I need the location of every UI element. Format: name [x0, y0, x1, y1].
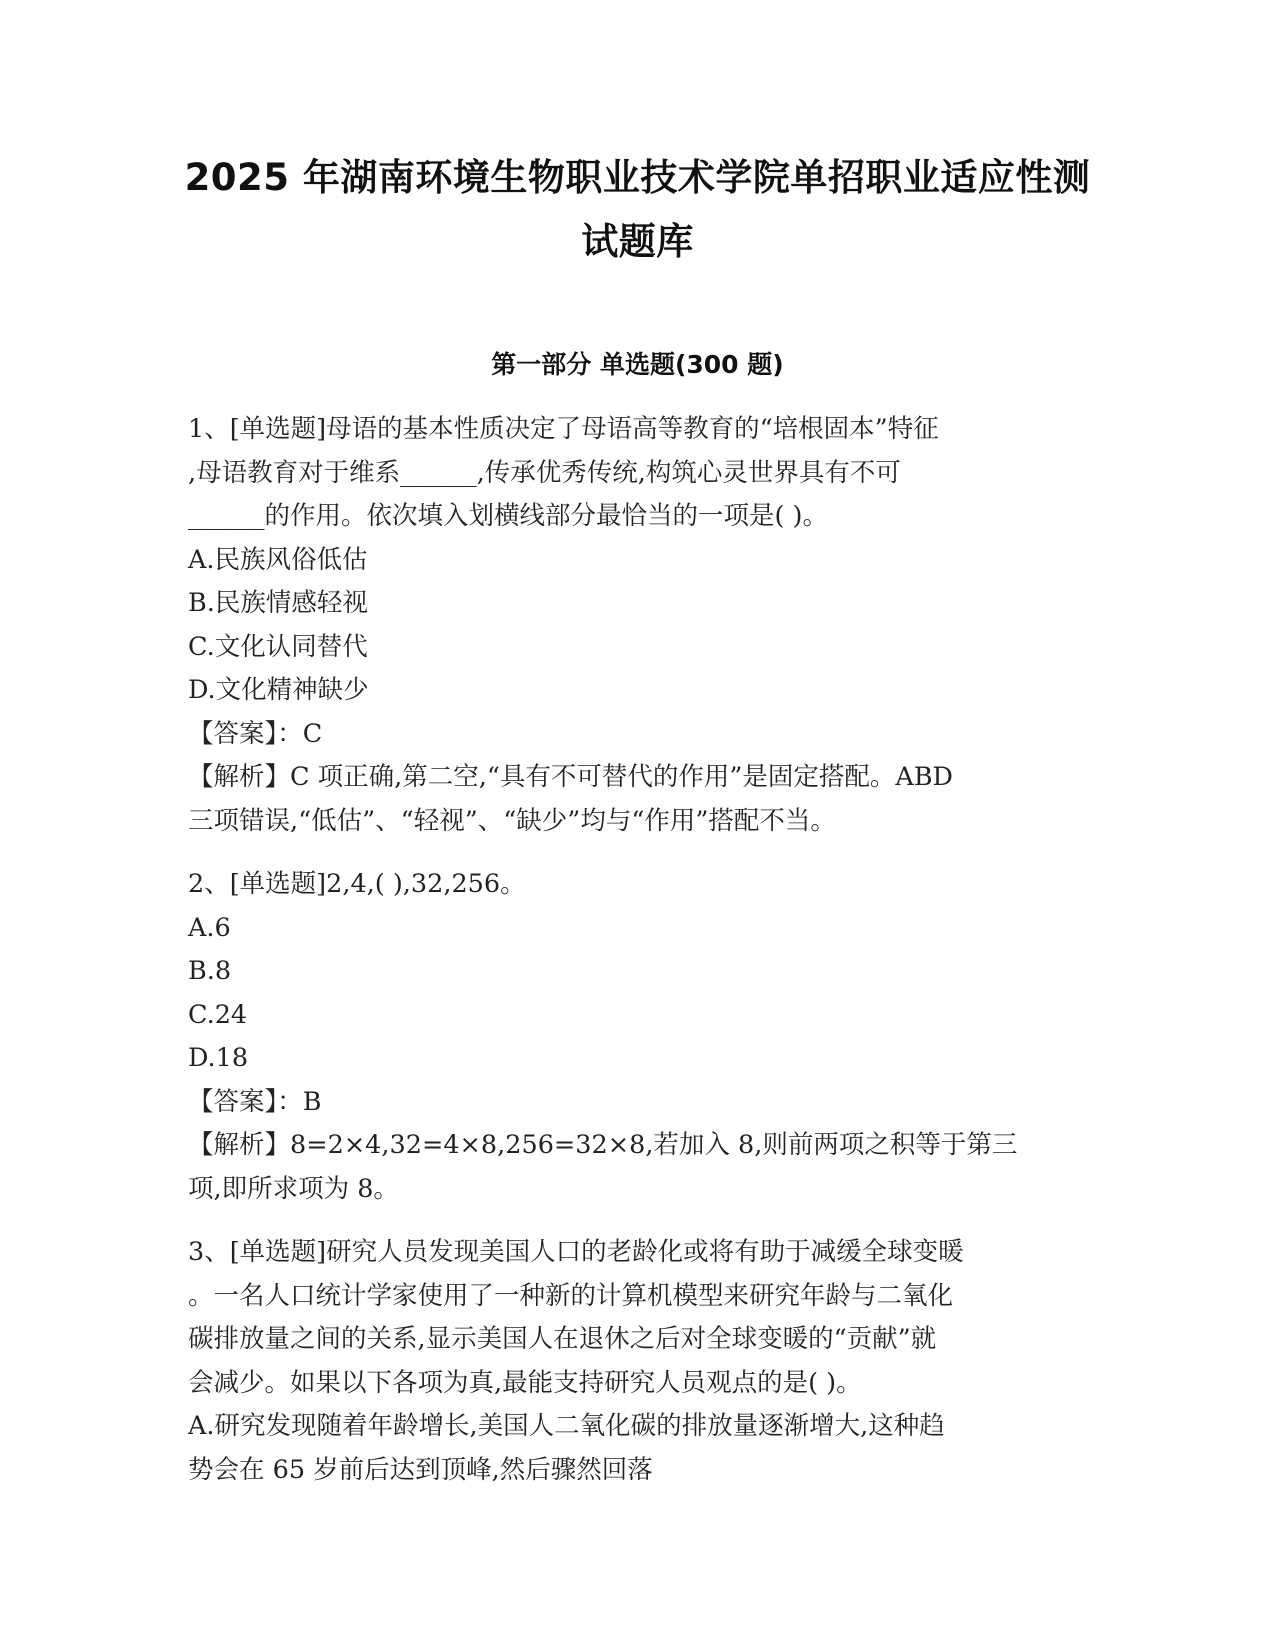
question-3-stem-line: 3、[单选题]研究人员发现美国人口的老龄化或将有助于减缓全球变暖: [188, 1237, 964, 1267]
question-2-analysis-line: 项,即所求项为 8。: [188, 1173, 399, 1204]
answer-label: 【答案】：: [188, 718, 303, 749]
answer-value: C: [302, 718, 323, 749]
question-3-stem-line: 。一名人口统计学家使用了一种新的计算机模型来研究年龄与二氧化: [188, 1280, 954, 1311]
question-1-option-d: D.文化精神缺少: [188, 675, 369, 705]
question-2-option-b: B.8: [188, 956, 232, 986]
title-line-1: 2025 年湖南环境生物职业技术学院单招职业适应性测: [184, 156, 1091, 199]
question-1-answer: [188, 713, 1088, 757]
question-1-analysis-line: 【解析】C 项正确,第二空,“具有不可替代的作用”是固定搭配。ABD: [188, 762, 954, 792]
question-1-option-b: B.民族情感轻视: [188, 588, 368, 618]
question-3-stem-line: 会减少。如果以下各项为真,最能支持研究人员观点的是( )。: [188, 1367, 862, 1398]
title-line-2: 试题库: [581, 220, 694, 263]
question-2-option-c: C.24: [188, 999, 248, 1030]
question-1-option-c: C.文化认同替代: [188, 631, 368, 662]
question-3: [188, 1231, 1088, 1492]
question-1-stem-line: ______的作用。依次填入划横线部分最恰当的一项是( )。: [188, 501, 829, 531]
question-3-stem-line: 碳排放量之间的关系,显示美国人在退休之后对全球变暖的“贡献”就: [188, 1324, 937, 1354]
question-1-analysis-line: 三项错误,“低估”、“轻视”、“缺少”均与“作用”搭配不当。: [188, 805, 836, 836]
answer-value: B: [302, 1086, 322, 1117]
answer-label: 【答案】：: [188, 1086, 303, 1117]
question-2-stem-line: 2、[单选题]2,4,( ),32,256。: [188, 869, 526, 899]
question-2: [188, 863, 1088, 1211]
question-3-option-a-cont: 势会在 65 岁前后达到顶峰,然后骤然回落: [188, 1454, 653, 1485]
question-3-option-a: A.研究发现随着年龄增长,美国人二氧化碳的排放量逐渐增大,这种趋: [188, 1411, 945, 1441]
question-list: [188, 408, 1088, 1492]
question-1-stem-line: ,母语教育对于维系______,传承优秀传统,构筑心灵世界具有不可: [188, 457, 901, 488]
section-title: 第一部分 单选题(300 题): [491, 350, 784, 379]
question-2-analysis-line: 【解析】8=2×4,32=4×8,256=32×8,若加入 8,则前两项之积等于第三: [188, 1130, 1018, 1160]
question-2-option-d: D.18: [188, 1043, 249, 1073]
question-1-option-a: A.民族风俗低估: [188, 544, 368, 575]
document-title: [130, 146, 1145, 274]
question-1-stem-line: 1、[单选题]母语的基本性质决定了母语高等教育的“培根固本”特征: [188, 414, 939, 444]
question-1: [188, 408, 1088, 843]
question-2-answer: [188, 1081, 1088, 1125]
question-2-option-a: A.6: [188, 912, 231, 943]
